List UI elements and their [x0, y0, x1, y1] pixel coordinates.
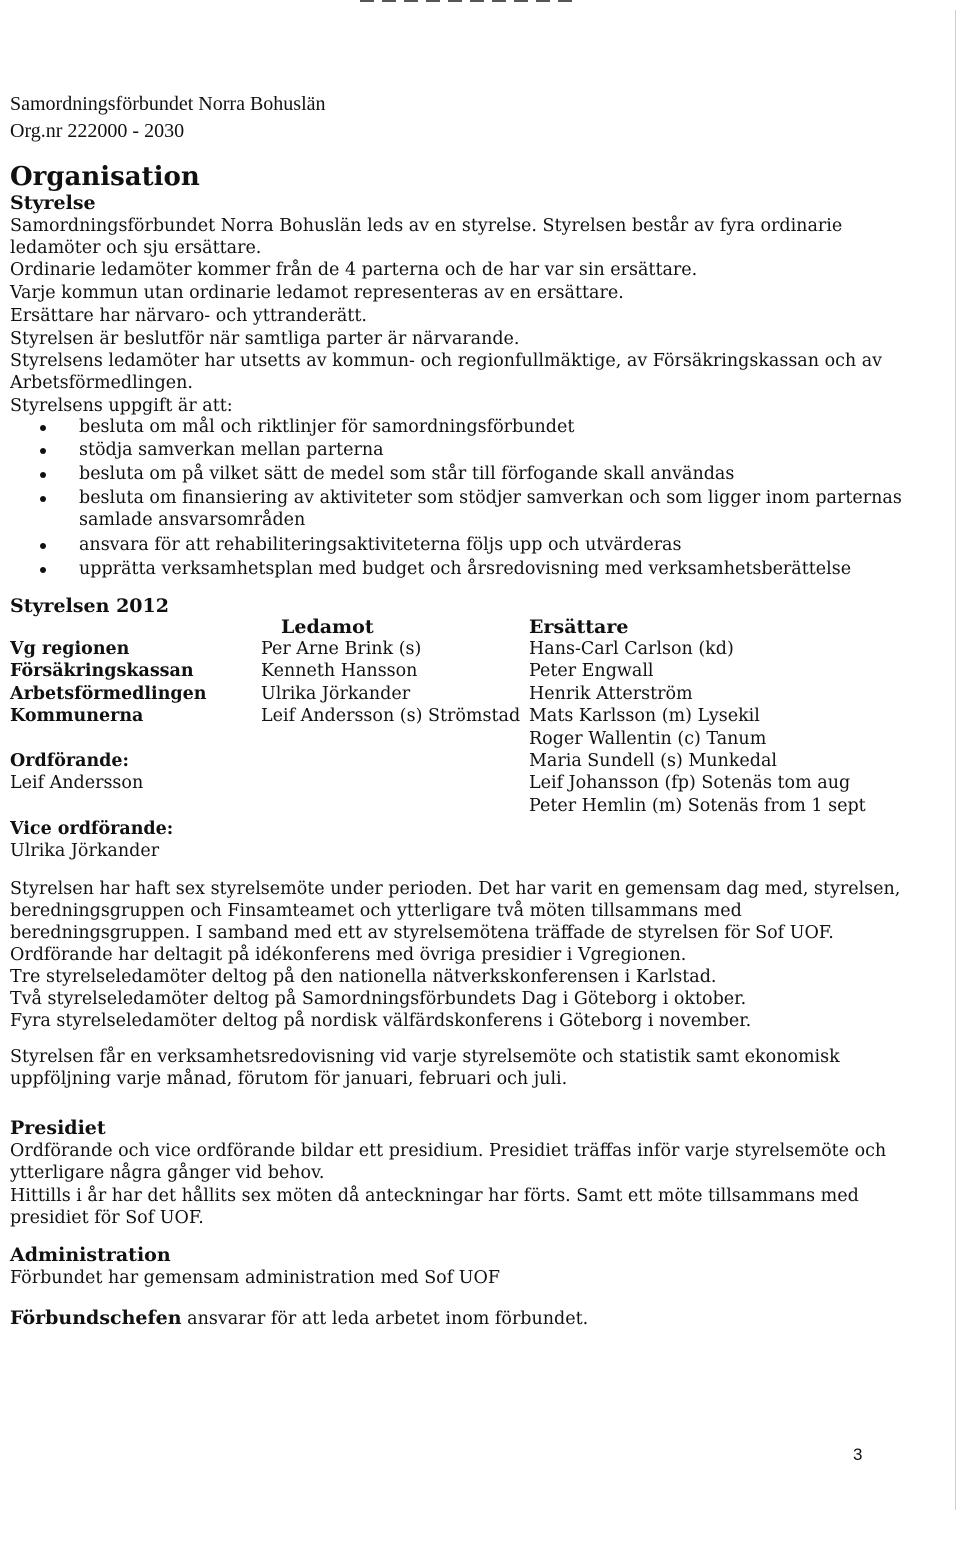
party-name: Arbetsförmedlingen: [10, 684, 207, 704]
paragraph-line: Ersättare har närvaro- och yttranderätt.: [10, 306, 367, 326]
party-name: Kommunerna: [10, 706, 144, 726]
paragraph-line: Styrelsen får en verksamhetsredovisning vid varje styrelsemöte och statistik samt ekonomisk: [10, 1047, 840, 1067]
paragraph-line: beredningsgruppen. I samband med ett av styrelsemötena träffade de styrelsen för Sof UOF.: [10, 923, 834, 943]
ersattare-name: Peter Hemlin (m) Sotenäs from 1 sept: [529, 796, 866, 816]
paragraph-line: Samordningsförbundet Norra Bohuslän leds av en styrelse. Styrelsen består av fyra ordinarie: [10, 216, 843, 236]
bullet-dot: [40, 448, 46, 454]
vice-ordforande-label: Vice ordförande:: [10, 819, 174, 839]
paragraph-line: Ordinarie ledamöter kommer från de 4 parterna och de har var sin ersättare.: [10, 260, 698, 280]
heading-styrelsen-2012: Styrelsen 2012: [10, 595, 169, 617]
column-heading-ledamot: Ledamot: [281, 616, 374, 638]
paragraph-line: ledamöter och sju ersättare.: [10, 238, 262, 258]
paragraph-line: Styrelsen är beslutför när samtliga parter är närvarande.: [10, 329, 520, 349]
ersattare-name: Maria Sundell (s) Munkedal: [529, 751, 778, 771]
list-item: besluta om finansiering av aktiviteter som stödjer samverkan och som ligger inom parternas: [79, 488, 902, 508]
paragraph-line: beredningsgruppen och Finsamteamet och ytterligare två möten tillsammans med: [10, 901, 742, 921]
column-heading-ersattare: Ersättare: [529, 616, 629, 638]
heading-presidiet: Presidiet: [10, 1117, 106, 1139]
paragraph-line: Ordförande har deltagit på idékonferens med övriga presidier i Vgregionen.: [10, 945, 687, 965]
heading-administration: Administration: [10, 1244, 171, 1266]
paragraph-line: Arbetsförmedlingen.: [10, 373, 193, 393]
page-number: 3: [853, 1445, 863, 1464]
scan-artifact-top: [360, 0, 580, 2]
ledamot-name: Leif Andersson (s) Strömstad: [261, 706, 521, 726]
paragraph-line: presidiet för Sof UOF.: [10, 1208, 204, 1228]
paragraph-line: ytterligare några gånger vid behov.: [10, 1163, 325, 1183]
paragraph-line: Styrelsens ledamöter har utsetts av kommun- och regionfullmäktige, av Försäkringskassan och av: [10, 351, 883, 371]
forbundschefen-line: [10, 1307, 588, 1330]
bullet-dot: [40, 425, 46, 431]
section-title-organisation: Organisation: [10, 162, 200, 192]
party-name: Försäkringskassan: [10, 661, 194, 681]
list-item: besluta om på vilket sätt de medel som står till förfogande skall användas: [79, 464, 735, 484]
paragraph-line: Varje kommun utan ordinarie ledamot representeras av en ersättare.: [10, 283, 624, 303]
heading-styrelse: Styrelse: [10, 192, 96, 214]
ersattare-name: Henrik Atterström: [529, 684, 693, 704]
bullet-dot: [40, 543, 46, 549]
scan-artifact-edge: [955, 10, 956, 1510]
bullet-dot: [40, 567, 46, 573]
list-item: upprätta verksamhetsplan med budget och årsredovisning med verksamhetsberättelse: [79, 559, 852, 579]
org-nr: Org.nr 222000 - 2030: [10, 120, 185, 142]
ersattare-name: Peter Engwall: [529, 661, 654, 681]
paragraph-line: Hittills i år har det hållits sex möten då anteckningar har förts. Samt ett möte tillsammans med: [10, 1186, 859, 1206]
list-item: stödja samverkan mellan parterna: [79, 440, 384, 460]
list-item: besluta om mål och riktlinjer för samordningsförbundet: [79, 417, 575, 437]
paragraph-line: Tre styrelseledamöter deltog på den nationella nätverkskonferensen i Karlstad.: [10, 967, 717, 987]
bullet-dot: [40, 472, 46, 478]
paragraph-line: Förbundet har gemensam administration med Sof UOF: [10, 1268, 500, 1288]
bullet-dot: [40, 496, 46, 502]
paragraph-line: Fyra styrelseledamöter deltog på nordisk välfärdskonferens i Göteborg i november.: [10, 1011, 752, 1031]
vice-ordforande-name: Ulrika Jörkander: [10, 841, 160, 861]
list-item: ansvara för att rehabiliteringsaktiviteterna följs upp och utvärderas: [79, 535, 682, 555]
ledamot-name: Ulrika Jörkander: [261, 684, 411, 704]
list-item-continuation: samlade ansvarsområden: [79, 510, 306, 530]
forbundschefen-text: ansvarar för att leda arbetet inom förbundet.: [181, 1309, 589, 1329]
party-name: Vg regionen: [10, 639, 130, 659]
ersattare-name: Mats Karlsson (m) Lysekil: [529, 706, 760, 726]
paragraph-line: Ordförande och vice ordförande bildar ett presidium. Presidiet träffas inför varje styrelsemöte och: [10, 1141, 887, 1161]
org-name: Samordningsförbundet Norra Bohuslän: [10, 93, 326, 115]
paragraph-line: uppföljning varje månad, förutom för januari, februari och juli.: [10, 1069, 568, 1089]
paragraph-line: Styrelsen har haft sex styrelsemöte under perioden. Det har varit en gemensam dag med, styrelsen,: [10, 879, 901, 899]
ersattare-name: Roger Wallentin (c) Tanum: [529, 729, 767, 749]
ordforande-name: Leif Andersson: [10, 773, 144, 793]
ledamot-name: Kenneth Hansson: [261, 661, 418, 681]
forbundschefen-label: Förbundschefen: [10, 1307, 182, 1329]
paragraph-line: Styrelsens uppgift är att:: [10, 396, 233, 416]
ersattare-name: Leif Johansson (fp) Sotenäs tom aug: [529, 773, 851, 793]
ersattare-name: Hans-Carl Carlson (kd): [529, 639, 734, 659]
ledamot-name: Per Arne Brink (s): [261, 639, 422, 659]
ordforande-label: Ordförande:: [10, 751, 130, 771]
paragraph-line: Två styrelseledamöter deltog på Samordningsförbundets Dag i Göteborg i oktober.: [10, 989, 747, 1009]
